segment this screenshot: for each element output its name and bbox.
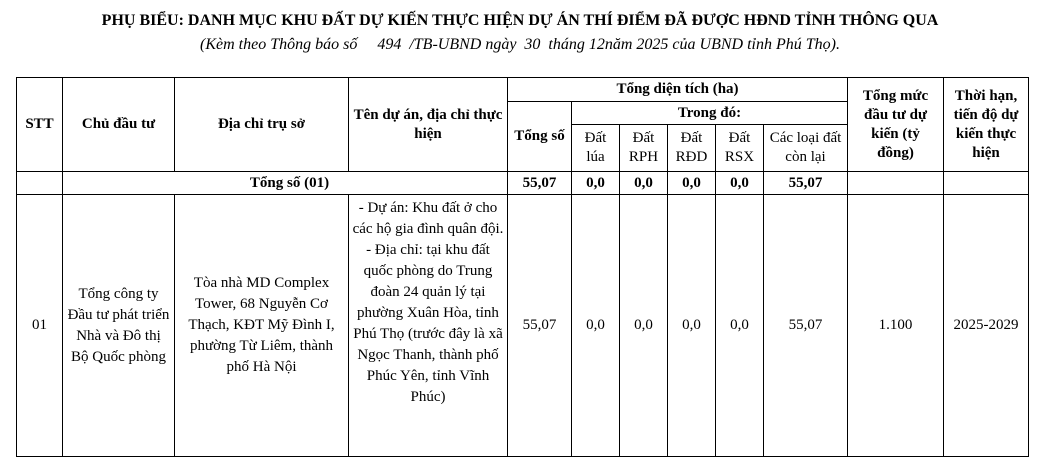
header-other: Các loại đất còn lại (764, 125, 848, 172)
header-rdd: Đất RĐD (668, 125, 716, 172)
row-timeline: 2025-2029 (944, 195, 1029, 457)
total-rdd: 0,0 (668, 172, 716, 195)
row-other: 55,07 (764, 195, 848, 457)
header-timeline: Thời hạn, tiến độ dự kiến thực hiện (944, 78, 1029, 172)
header-owner: Chủ đầu tư (63, 78, 175, 172)
project-name: - Dự án: Khu đất ở cho các hộ gia đình quân đội. (352, 200, 504, 237)
total-area: 55,07 (508, 172, 572, 195)
header-stt: STT (17, 78, 63, 172)
row-rph: 0,0 (620, 195, 668, 457)
header-address: Địa chỉ trụ sở (175, 78, 349, 172)
page-title: PHỤ BIỂU: DANH MỤC KHU ĐẤT DỰ KIẾN THỰC HIỆN DỰ ÁN THÍ ĐIỂM ĐÃ ĐƯỢC HĐND TỈNH THÔNG QUA (101, 12, 939, 29)
total-rph: 0,0 (620, 172, 668, 195)
row-address: Tòa nhà MD Complex Tower, 68 Nguyễn Cơ Thạch, KĐT Mỹ Đình I, phường Từ Liêm, thành phố Hà Nội (175, 195, 349, 457)
total-label: Tổng số (01) (63, 172, 508, 195)
total-rsx: 0,0 (716, 172, 764, 195)
total-other: 55,07 (764, 172, 848, 195)
row-investment: 1.100 (848, 195, 944, 457)
header-of-which: Trong đó: (572, 102, 848, 125)
header-rph: Đất RPH (620, 125, 668, 172)
header-area-group: Tổng diện tích (ha) (508, 78, 848, 102)
row-rsx: 0,0 (716, 195, 764, 457)
land-list-table (16, 77, 1029, 457)
total-row (17, 172, 1029, 195)
table-row (17, 195, 1029, 457)
row-rice: 0,0 (572, 195, 620, 457)
header-total: Tổng số (508, 102, 572, 172)
page-subtitle: (Kèm theo Thông báo số 494 /TB-UBND ngày 30 tháng 12năm 2025 của UBND tỉnh Phú Thọ). (200, 36, 840, 53)
header-rsx: Đất RSX (716, 125, 764, 172)
row-total: 55,07 (508, 195, 572, 457)
row-project (349, 195, 508, 457)
total-rice: 0,0 (572, 172, 620, 195)
row-owner: Tổng công ty Đầu tư phát triển Nhà và Đô thị Bộ Quốc phòng (63, 195, 175, 457)
project-location: - Địa chỉ: tại khu đất quốc phòng do Trung đoàn 24 quản lý tại phường Xuân Hòa, tỉnh Phú Thọ (trước đây là xã Ngọc Thanh, thành phố Phúc Yên, tỉnh Vĩnh Phúc) (353, 242, 503, 405)
row-stt: 01 (17, 195, 63, 457)
row-rdd: 0,0 (668, 195, 716, 457)
header-investment: Tổng mức đầu tư dự kiến (tỷ đồng) (848, 78, 944, 172)
header-rice: Đất lúa (572, 125, 620, 172)
header-project: Tên dự án, địa chỉ thực hiện (349, 78, 508, 172)
